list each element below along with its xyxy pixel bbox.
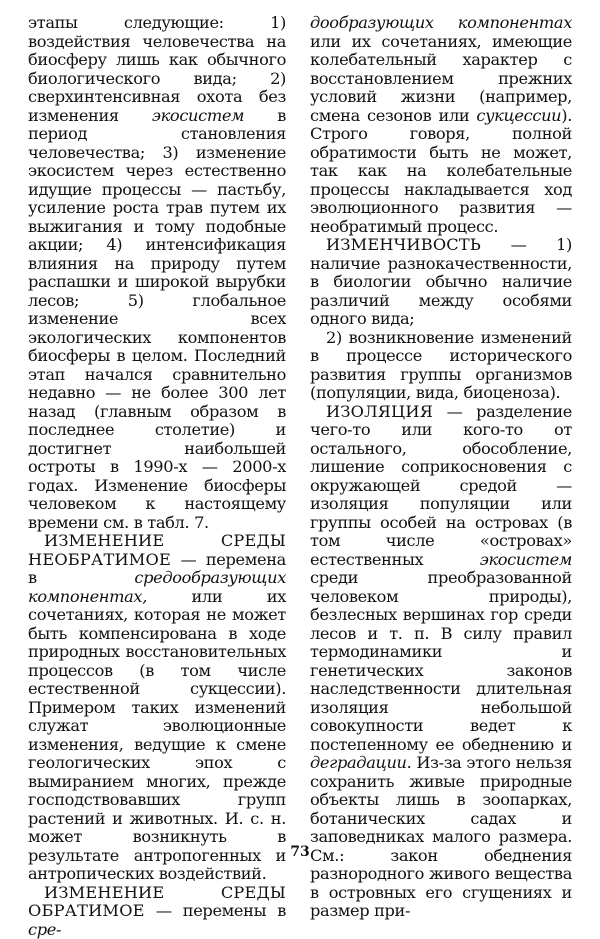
- text-run: ). Строго говоря, полной обратимости быть не может, так как на колебательные процессы накладывается ход эволюционного развития — необратимый процесс.: [310, 106, 572, 236]
- entry-continuation-stages: [28, 14, 286, 532]
- italic-term: дообразующих компонентах: [310, 13, 572, 32]
- entry-isolation: [310, 403, 572, 921]
- text-run: среди преобразованной человеком природы), безлесных вершинах гор среди лесов и т. п. В силу правил термодинамики и генетических законов наследственности длительная изоляция небольшой совокупности ведет к постепенному ее обеднению и: [310, 568, 572, 754]
- italic-term: сре-: [28, 920, 61, 939]
- entry-irreversible-change: [28, 532, 286, 884]
- italic-term: сукцессии: [476, 106, 561, 125]
- entry-headword: ИЗМЕНЕНИЕ СРЕДЫ НЕОБРАТИМОЕ: [28, 531, 286, 569]
- text-run: — 1) наличие разнокачественности, в биологии обычно наличие различий между особями одного вида;: [310, 235, 572, 328]
- entry-headword: ИЗМЕНЧИВОСТЬ: [326, 235, 481, 254]
- text-run: — разделение чего-то или кого-то от остального, обособление, лишение соприкосновения с окружающей средой — изоляция популяции или группы особей на островах (в том числе «островах» естественных: [310, 402, 572, 569]
- text-run: или их сочетаниях, имеющие колебательный характер с восстановлением прежних условий жизни (например, смена сезонов или: [310, 32, 572, 125]
- entry-reversible-change: [28, 884, 286, 939]
- entry-reversible-change-continued: [310, 14, 572, 236]
- entry-variability-sense-2: [310, 329, 572, 403]
- text-run: — перемены в: [145, 901, 286, 920]
- entry-headword: ИЗМЕНЕНИЕ СРЕДЫ ОБРАТИМОЕ: [28, 883, 286, 921]
- text-run: или их сочетаниях, которая не может быть компенсирована в ходе природных восстановительных процессов (в том числе естественной сукцессии). Примером таких изменений служат эволюционные изменения, ведущие к смене геологических эпох с вымиранием многих, прежде господствовавших групп растений и животных. И. с. н. может возникнуть в результате антропогенных и антропических воздействий.: [28, 587, 286, 884]
- italic-term: деградации: [310, 753, 407, 772]
- page-number: 73: [0, 844, 600, 860]
- text-run: этапы следующие: 1) воздействия человечества на биосферу лишь как обычного биологического вида; 2) сверхинтенсивная охота без изменения: [28, 13, 286, 125]
- italic-term: средообразующих компонентах,: [28, 568, 286, 606]
- text-run: 2) возникновение изменений в процессе исторического развития группы организмов (популяции, вида, биоценоза).: [310, 328, 572, 403]
- text-run: в период становления человечества; 3) изменение экосистем через естественно идущие процессы — пастьбу, усиление роста трав путем их выжигания и тому подобные акции; 4) интенсификация влияния на природу путем распашки и широкой вырубки лесов; 5) глобальное изменение всех экологических компонентов биосферы в целом. Последний этап начался сравнительно недавно — не более 300 лет назад (главным образом в последнее столетие) и достигнет наибольшей остроты в 1990-х — 2000-х годах. Изменение биосферы человеком к настоящему времени см. в табл. 7.: [28, 106, 286, 532]
- italic-term: экосистем: [480, 550, 572, 569]
- entry-headword: ИЗОЛЯЦИЯ: [326, 402, 433, 421]
- left-column: [28, 14, 286, 939]
- entry-variability: [310, 236, 572, 329]
- text-run: — перемена в: [28, 550, 286, 588]
- text-run: . Из-за этого нельзя сохранить живые природные объекты лишь в зоопарках, ботанических садах и заповедниках малого размера. См.: закон обеднения разнородного живого вещества в островных его сгущениях и размер при-: [310, 753, 572, 920]
- italic-term: экосистем: [152, 106, 244, 125]
- right-column: [310, 14, 572, 921]
